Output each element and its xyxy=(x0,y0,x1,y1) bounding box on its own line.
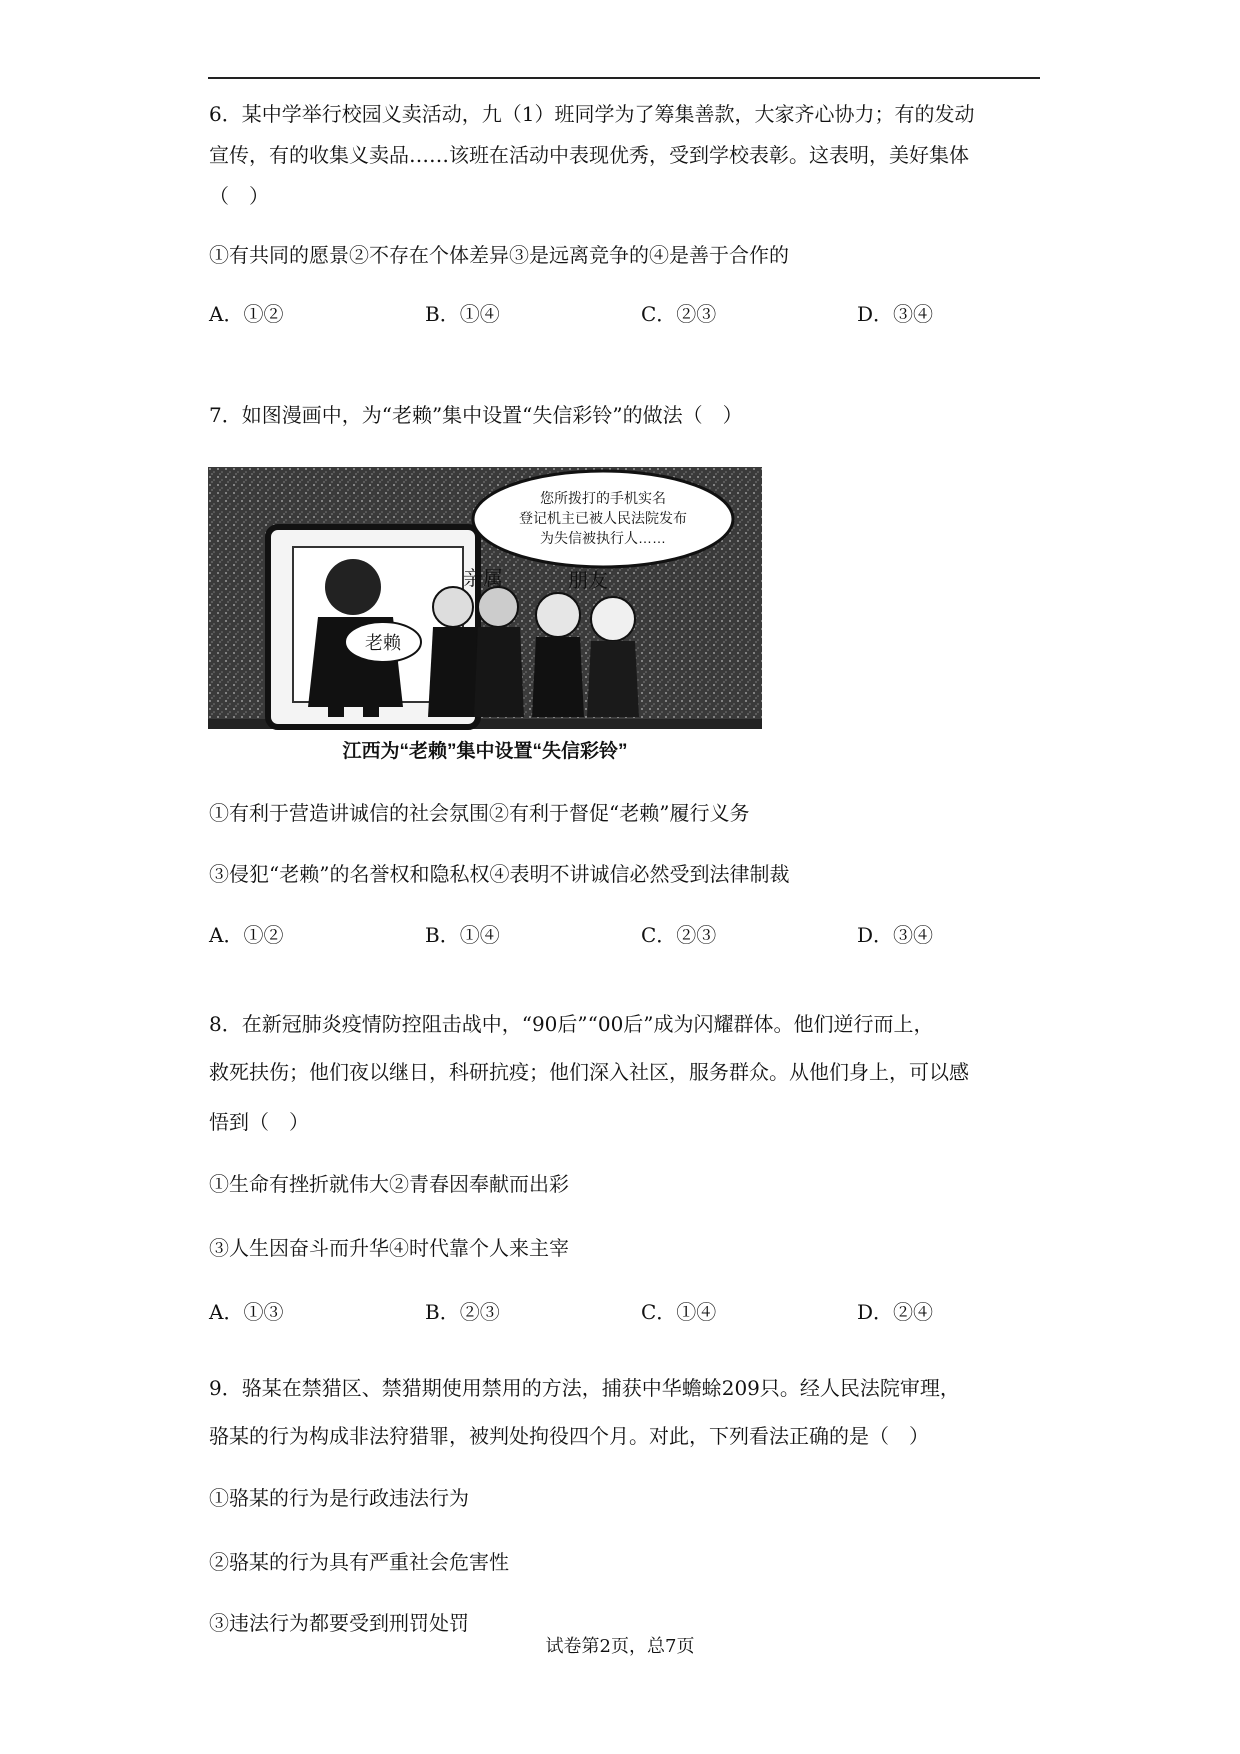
speech-line-3: 为失信被执行人…… xyxy=(540,530,666,546)
q8-option-c: C．①④ xyxy=(641,1300,717,1324)
q6-stem-line-3: （ ） xyxy=(209,184,269,208)
q8-statements-line-2: ③人生因奋斗而升华④时代靠个人来主宰 xyxy=(209,1236,569,1260)
q7-stem: 7．如图漫画中，为“老赖”集中设置“失信彩铃”的做法（ ） xyxy=(209,403,743,427)
q8-option-a: A．①③ xyxy=(209,1300,284,1324)
relative-figure-2 xyxy=(474,587,524,717)
q7-statements-line-1: ①有利于营造讲诚信的社会氛围②有利于督促“老赖”履行义务 xyxy=(209,801,750,825)
q8-option-b: B．②③ xyxy=(425,1300,500,1324)
cartoon-caption: 江西为“老赖”集中设置“失信彩铃” xyxy=(342,741,628,762)
q6-option-b: B．①④ xyxy=(425,302,500,326)
page-footer: 试卷第2页，总7页 xyxy=(545,1636,695,1657)
q9-stem-line-1: 9．骆某在禁猎区、禁猎期使用禁用的方法，捕获中华蟾蜍209只。经人民法院审理， xyxy=(209,1376,960,1400)
q8-statements-line-1: ①生命有挫折就伟大②青春因奉献而出彩 xyxy=(209,1172,569,1196)
q9-statement-3: ③违法行为都要受到刑罚处罚 xyxy=(209,1611,469,1635)
laolai-label: 老赖 xyxy=(365,633,401,653)
q8-option-d: D．②④ xyxy=(857,1300,934,1324)
q9-statement-2: ②骆某的行为具有严重社会危害性 xyxy=(209,1550,509,1574)
label-friends: 朋友 xyxy=(568,570,608,592)
q6-option-a: A．①② xyxy=(209,302,284,326)
q8-stem-line-2: 救死扶伤；他们夜以继日，科研抗疫；他们深入社区，服务群众。从他们身上，可以感 xyxy=(209,1060,969,1084)
q6-statements: ①有共同的愿景②不存在个体差异③是远离竞争的④是善于合作的 xyxy=(209,243,789,267)
q9-stem-line-2: 骆某的行为构成非法狩猎罪，被判处拘役四个月。对此，下列看法正确的是（ ） xyxy=(209,1424,929,1448)
q9-statement-1: ①骆某的行为是行政违法行为 xyxy=(209,1486,469,1510)
q7-statements-line-2: ③侵犯“老赖”的名誉权和隐私权④表明不讲诚信必然受到法律制裁 xyxy=(209,862,790,886)
q8-stem-line-3: 悟到（ ） xyxy=(209,1110,309,1134)
q6-option-c: C．②③ xyxy=(641,302,717,326)
q6-stem-line-1: 6．某中学举行校园义卖活动，九（1）班同学为了筹集善款，大家齐心协力；有的发动 xyxy=(209,102,975,126)
label-relatives: 亲属 xyxy=(463,568,503,590)
speech-line-1: 您所拨打的手机实名 xyxy=(540,490,666,506)
cartoon-image xyxy=(208,467,762,769)
q6-option-d: D．③④ xyxy=(857,302,934,326)
header-rule xyxy=(208,77,1040,79)
relative-figure-1 xyxy=(428,587,480,717)
q7-option-c: C．②③ xyxy=(641,923,717,947)
q7-option-a: A．①② xyxy=(209,923,284,947)
q7-option-b: B．①④ xyxy=(425,923,500,947)
speech-line-2: 登记机主已被人民法院发布 xyxy=(519,510,687,526)
friend-figure-1 xyxy=(532,593,584,717)
q6-stem-line-2: 宣传，有的收集义卖品……该班在活动中表现优秀，受到学校表彰。这表明，美好集体 xyxy=(209,143,969,167)
q7-option-d: D．③④ xyxy=(857,923,934,947)
q8-stem-line-1: 8．在新冠肺炎疫情防控阻击战中，“90后”“00后”成为闪耀群体。他们逆行而上， xyxy=(209,1012,934,1036)
friend-figure-2 xyxy=(587,597,639,717)
